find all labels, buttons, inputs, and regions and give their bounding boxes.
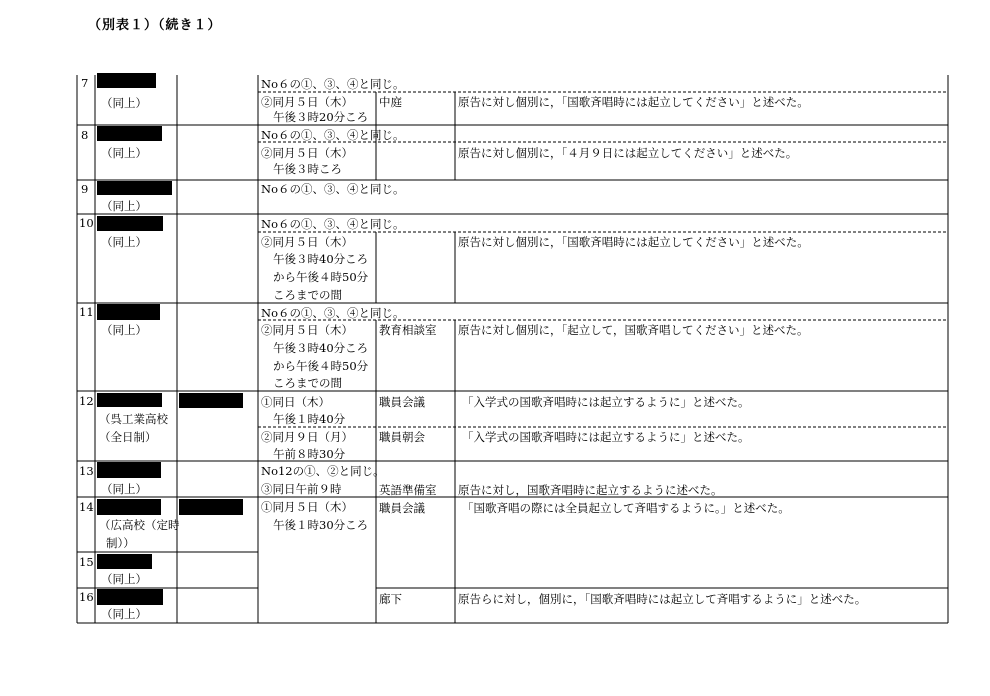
date-text: No12の①、②と同じ。 xyxy=(261,464,385,478)
date-text: 午後３時40分ころ xyxy=(273,252,369,266)
date-text: ③同日午前９時 xyxy=(261,482,342,496)
date-text: ②同月５日（木） xyxy=(261,146,353,160)
date-text: 午前８時30分 xyxy=(273,447,346,461)
date-text: No６の①、③、④と同じ。 xyxy=(261,217,405,231)
place-text: 中庭 xyxy=(379,95,402,109)
date-text: 午後３時ころ xyxy=(273,162,342,176)
date-text: ①同月５日（木） xyxy=(261,500,353,514)
redaction-block xyxy=(97,73,156,88)
place-text: 英語準備室 xyxy=(379,483,437,497)
row-number: 7 xyxy=(81,76,89,90)
date-text: ②同月５日（木） xyxy=(261,235,353,249)
school-label: （同上） xyxy=(101,482,147,496)
content-text: 原告らに対し，個別に，「国歌斉唱時には起立して斉唱するように」と述べた。 xyxy=(458,592,867,606)
content-text: 原告に対し個別に，「国歌斉唱時には起立してください」と述べた。 xyxy=(458,95,809,109)
redaction-block xyxy=(97,393,162,407)
school-label: （呉工業高校 xyxy=(99,412,168,426)
content-text: 「国歌斉唱の際には全員起立して斉唱するように。」と述べた。 xyxy=(462,501,790,515)
place-text: 職員会議 xyxy=(379,395,425,409)
school-label: 制）） xyxy=(106,536,135,550)
redaction-block xyxy=(97,554,152,569)
row-number: 14 xyxy=(79,500,94,514)
row-number: 11 xyxy=(79,305,94,319)
school-label: （同上） xyxy=(101,235,147,249)
content-text: 原告に対し個別に，「４月９日には起立してください」と述べた。 xyxy=(458,146,798,160)
place-text: 廊下 xyxy=(379,592,402,606)
redaction-block xyxy=(97,499,161,515)
row-number: 13 xyxy=(79,464,94,478)
row-number: 9 xyxy=(81,182,89,196)
date-text: ②同月９日（月） xyxy=(261,430,353,444)
redaction-block xyxy=(97,304,160,320)
school-label: （同上） xyxy=(101,607,147,621)
content-text: 原告に対し，国歌斉唱時に起立するように述べた。 xyxy=(458,483,723,497)
place-text: 職員会議 xyxy=(379,501,425,515)
date-text: 午後３時20分ころ xyxy=(273,110,369,124)
row-number: 10 xyxy=(79,216,94,230)
row-number: 16 xyxy=(79,590,94,604)
content-text: 原告に対し個別に，「起立して，国歌斉唱してください」と述べた。 xyxy=(458,323,809,337)
school-label: （同上） xyxy=(101,323,147,337)
date-text: No６の①、③、④と同じ。 xyxy=(261,306,405,320)
redaction-block xyxy=(97,126,162,141)
redaction-block xyxy=(179,499,243,515)
school-label: （同上） xyxy=(101,199,147,213)
school-label: （全日制） xyxy=(99,430,157,444)
row-number: 12 xyxy=(79,394,94,408)
redaction-block xyxy=(97,462,161,478)
date-text: から午後４時50分 xyxy=(273,270,369,284)
place-text: 教育相談室 xyxy=(379,323,437,337)
row-number: 8 xyxy=(81,128,89,142)
content-text: 原告に対し個別に，「国歌斉唱時には起立してください」と述べた。 xyxy=(458,235,809,249)
date-text: ②同月５日（木） xyxy=(261,95,353,109)
school-label: （同上） xyxy=(101,572,147,586)
date-text: ②同月５日（木） xyxy=(261,323,353,337)
date-text: No６の①、③、④と同じ。 xyxy=(261,128,405,142)
date-text: 午後１時40分 xyxy=(273,412,346,426)
school-label: （同上） xyxy=(101,96,147,110)
date-text: ころまでの間 xyxy=(273,288,342,302)
content-text: 「入学式の国歌斉唱時には起立するように」と述べた。 xyxy=(462,430,750,444)
date-text: No６の①、③、④と同じ。 xyxy=(261,182,405,196)
row-number: 15 xyxy=(79,555,94,569)
date-text: No６の①、③、④と同じ。 xyxy=(261,77,405,91)
date-text: 午後１時30分ころ xyxy=(273,518,369,532)
date-text: ①同日（木） xyxy=(261,395,330,409)
place-text: 職員朝会 xyxy=(379,430,425,444)
school-label: （広高校（定時 xyxy=(99,518,180,532)
date-text: から午後４時50分 xyxy=(273,359,369,373)
redaction-block xyxy=(97,181,172,195)
date-text: 午後３時40分ころ xyxy=(273,341,369,355)
school-label: （同上） xyxy=(101,146,147,160)
redaction-block xyxy=(179,393,243,408)
redaction-block xyxy=(97,216,163,231)
document-header: （別表１）（続き１） xyxy=(88,18,222,33)
redaction-block xyxy=(97,589,163,605)
date-text: ころまでの間 xyxy=(273,376,342,390)
content-text: 「入学式の国歌斉唱時には起立するように」と述べた。 xyxy=(462,395,750,409)
